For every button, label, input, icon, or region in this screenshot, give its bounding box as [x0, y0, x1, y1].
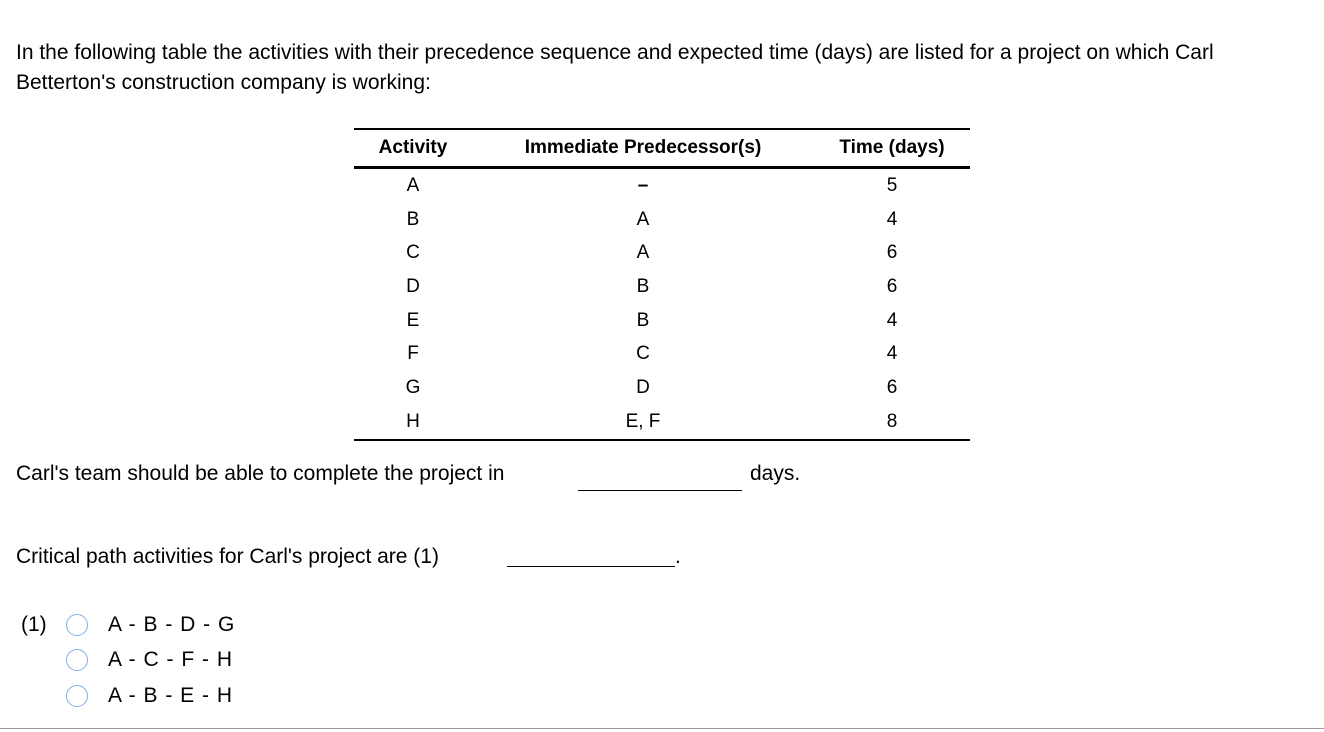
activity-cell: H — [354, 405, 472, 440]
time-cell: 6 — [886, 376, 898, 398]
table-row — [354, 304, 970, 338]
predecessor-cell: – — [637, 174, 649, 196]
time-cell: 4 — [886, 208, 898, 230]
activity-cell: F — [407, 343, 419, 365]
activity-cell: C — [406, 242, 420, 264]
predecessor-cell: A — [636, 208, 650, 230]
critical-path-period: . — [675, 545, 681, 568]
intro-text: In the following table the activities with their precedence sequence and expected time (days) are listed for a project on which Carl Betterton's construction company is working: — [16, 41, 1214, 94]
radio-button[interactable] — [66, 685, 88, 707]
activity-cell: B — [406, 208, 420, 230]
time-cell: 6 — [886, 242, 898, 264]
precedence-table — [354, 128, 970, 441]
table-row — [354, 168, 970, 203]
predecessor-cell: C — [636, 343, 650, 365]
activity-cell: E — [406, 309, 420, 331]
predecessor-cell: B — [636, 309, 650, 331]
table-row — [354, 405, 970, 440]
completion-time-answer-field[interactable] — [578, 490, 742, 491]
table-row — [354, 203, 970, 237]
predecessor-cell: E, F — [472, 405, 814, 440]
time-cell: 4 — [886, 309, 898, 331]
critical-path-question: Critical path activities for Carl's project are (1) — [16, 545, 439, 568]
option-label: A - B - E - H — [108, 684, 234, 707]
options-label: (1) — [21, 613, 47, 636]
time-cell: 8 — [814, 405, 970, 440]
radio-button[interactable] — [66, 614, 88, 636]
days-unit-label: days. — [750, 462, 801, 485]
precedence-table-container — [354, 128, 970, 441]
divider — [0, 728, 1324, 729]
header-predecessors: Immediate Predecessor(s) — [472, 129, 814, 168]
table-row — [354, 270, 970, 304]
header-activity: Activity — [354, 129, 472, 168]
table-header-row — [354, 129, 970, 168]
table-row — [354, 337, 970, 371]
critical-path-answer-blank[interactable] — [507, 566, 675, 567]
option-label: A - B - D - G — [108, 613, 236, 636]
predecessor-cell: D — [636, 376, 650, 398]
activity-cell: A — [406, 174, 420, 196]
time-cell: 4 — [886, 343, 898, 365]
predecessor-cell: A — [636, 242, 650, 264]
table-row — [354, 371, 970, 405]
option-abeh[interactable] — [66, 682, 233, 710]
header-time: Time (days) — [814, 129, 970, 168]
radio-button[interactable] — [66, 649, 88, 671]
table-row — [354, 236, 970, 270]
option-abdg[interactable] — [66, 611, 235, 639]
activity-cell: D — [406, 275, 420, 297]
predecessor-cell: B — [636, 275, 650, 297]
time-cell: 5 — [886, 174, 898, 196]
option-acfh[interactable] — [66, 646, 233, 674]
completion-time-question: Carl's team should be able to complete the project in — [16, 462, 505, 485]
option-label: A - C - F - H — [108, 648, 233, 671]
time-cell: 6 — [886, 275, 898, 297]
activity-cell: G — [405, 376, 421, 398]
